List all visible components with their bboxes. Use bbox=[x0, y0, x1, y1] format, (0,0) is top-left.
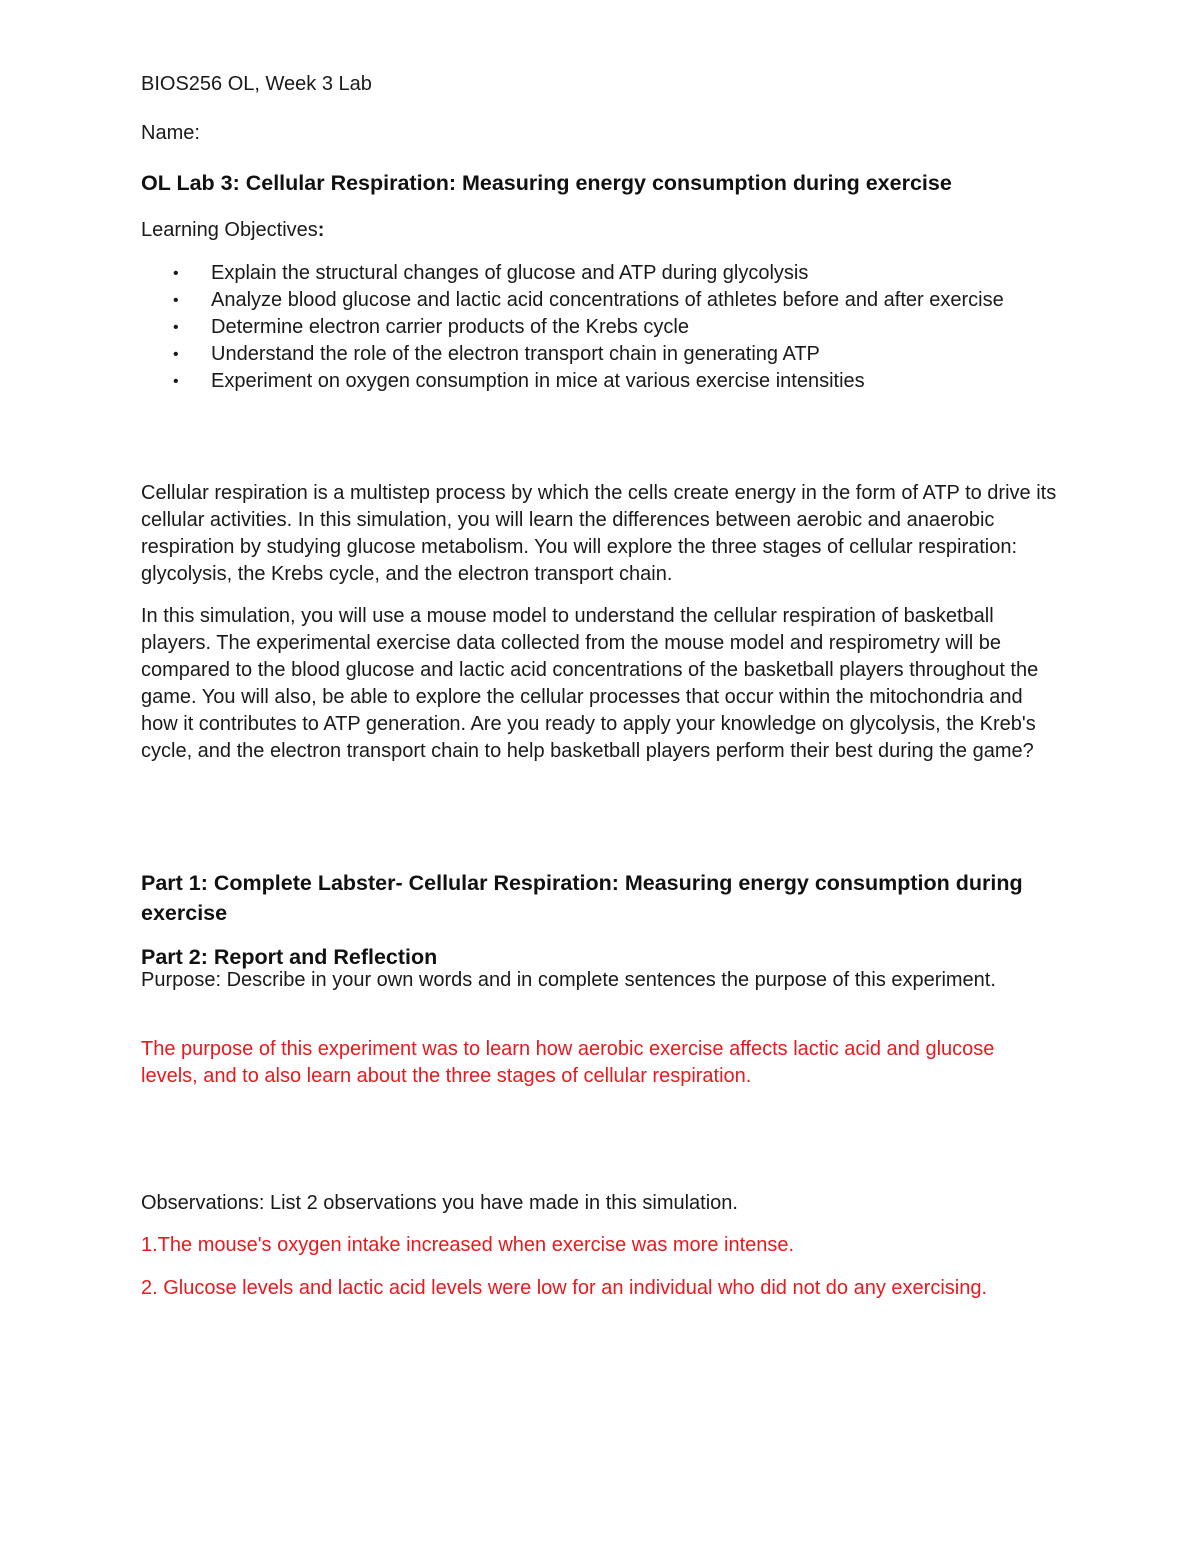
observation-answer-1: 1.The mouse's oxygen intake increased when exercise was more intense. bbox=[141, 1234, 795, 1256]
intro-paragraph-1: Cellular respiration is a multistep process by which the cells create energy in the form of ATP to drive its cellular activities. In this simulation, you will learn the differences between aerobic and anaerobic respiration by studying glucose metabolism. You will explore the three stages of cellular respiration: glycolysis, the Krebs cycle, and the electron transport chain. bbox=[141, 482, 1057, 585]
part2-heading: Part 2: Report and Reflection bbox=[141, 944, 438, 969]
purpose-question: Purpose: Describe in your own words and in complete sentences the purpose of this experiment. bbox=[141, 969, 996, 991]
objectives-list bbox=[141, 260, 1041, 395]
objective-item bbox=[141, 314, 1041, 341]
objectives-label bbox=[141, 217, 324, 244]
bullet-icon: • bbox=[173, 292, 179, 309]
part1-heading: Part 1: Complete Labster- Cellular Respiration: Measuring energy consumption during exercise bbox=[141, 870, 1023, 925]
objectives-label-text: Learning Objectives bbox=[141, 219, 318, 241]
bullet-icon: • bbox=[173, 265, 179, 282]
objectives-label-colon: : bbox=[317, 219, 325, 241]
objective-item bbox=[141, 287, 1041, 314]
objective-item bbox=[141, 260, 1041, 287]
objective-text: Analyze blood glucose and lactic acid concentrations of athletes before and after exercise bbox=[211, 289, 1004, 311]
observation-answer-2: 2. Glucose levels and lactic acid levels were low for an individual who did not do any exercising. bbox=[141, 1277, 988, 1299]
lab-title: OL Lab 3: Cellular Respiration: Measuring energy consumption during exercise bbox=[141, 171, 952, 195]
bullet-icon: • bbox=[173, 373, 179, 390]
observations-question: Observations: List 2 observations you have made in this simulation. bbox=[141, 1192, 738, 1214]
objective-text: Understand the role of the electron transport chain in generating ATP bbox=[211, 343, 820, 365]
course-header: BIOS256 OL, Week 3 Lab bbox=[141, 73, 372, 95]
objective-text: Experiment on oxygen consumption in mice at various exercise intensities bbox=[211, 370, 865, 392]
bullet-icon: • bbox=[173, 346, 179, 363]
bullet-icon: • bbox=[173, 319, 179, 336]
name-label: Name: bbox=[141, 122, 200, 144]
objective-text: Explain the structural changes of glucose and ATP during glycolysis bbox=[211, 262, 809, 284]
objective-item bbox=[141, 341, 1041, 368]
objective-text: Determine electron carrier products of the Krebs cycle bbox=[211, 316, 689, 338]
purpose-answer: The purpose of this experiment was to learn how aerobic exercise affects lactic acid and glucose levels, and to also learn about the three stages of cellular respiration. bbox=[141, 1038, 995, 1087]
objective-item bbox=[141, 368, 1041, 395]
intro-paragraph-2: In this simulation, you will use a mouse model to understand the cellular respiration of basketball players. The experimental exercise data collected from the mouse model and respirometry will be compared to the blood glucose and lactic acid concentrations of the basketball players throughout the game. You will also, be able to explore the cellular processes that occur within the mitochondria and how it contributes to ATP generation. Are you ready to apply your knowledge on glycolysis, the Kreb's cycle, and the electron transport chain to help basketball players perform their best during the game? bbox=[141, 605, 1039, 762]
